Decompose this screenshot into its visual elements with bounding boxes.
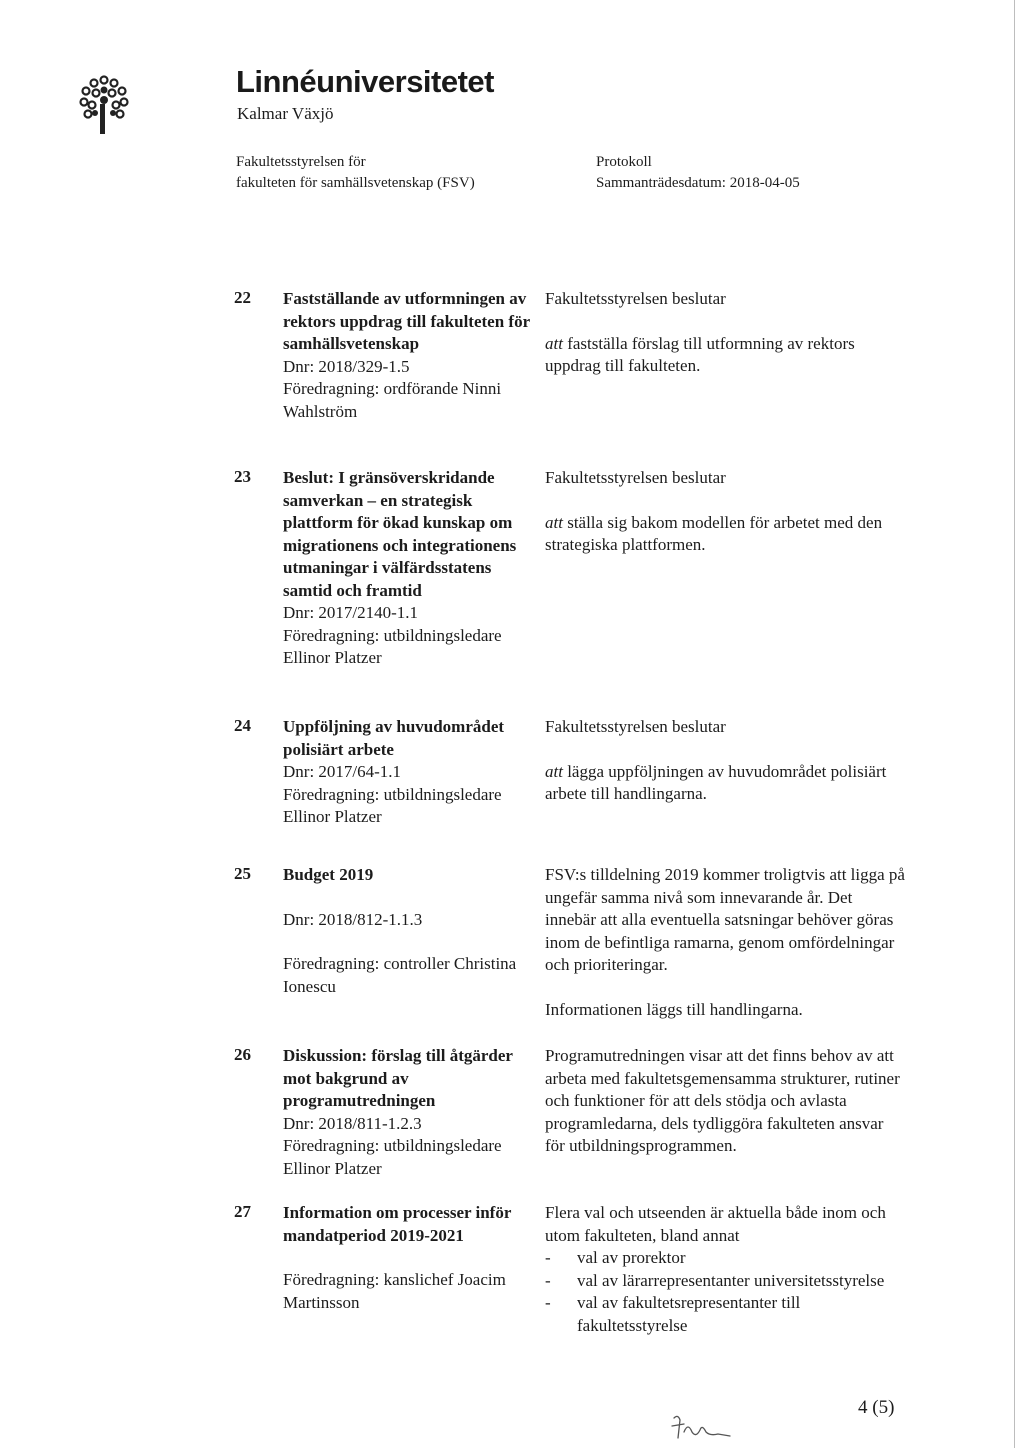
item-presenter: Föredragning: utbildningsledare Ellinor Platzer [283,625,502,667]
decision-body: fastställa förslag till utformning av rektors uppdrag till fakulteten. [545,333,855,375]
item-decision [545,288,905,378]
item-subject [283,716,533,829]
att-word: att [545,761,563,781]
item-title: Budget 2019 [283,865,374,884]
university-tree-logo [78,74,130,136]
decision-conclusion: Informationen läggs till handlingarna. [545,999,803,1019]
item-dnr: Dnr: 2017/2140-1.1 [283,603,419,622]
item-subject [283,467,533,670]
decision-intro: Fakultetsstyrelsen beslutar [545,468,726,487]
list-item: - val av lärarrepresentanter universitetsstyrelse [545,1270,905,1293]
item-dnr: Dnr: 2018/812-1.1.3 [283,909,423,929]
item-number: 25 [234,864,251,883]
handwritten-initials [668,1412,732,1442]
item-title: Diskussion: förslag till åtgärder mot bakgrund av programutredningen [283,1046,513,1110]
item-number: 23 [234,467,251,486]
decision-body: ställa sig bakom modellen för arbetet med den strategiska plattformen. [545,512,883,554]
item-decision [545,716,905,806]
item-number: 27 [234,1202,251,1221]
board-info [236,152,475,194]
decision-body: lägga uppföljningen av huvudområdet polisiärt arbete till handlingarna. [545,761,887,803]
decision-text [545,333,905,378]
item-number: 24 [234,716,251,735]
item-title: Fastställande av utformningen av rektors uppdrag till fakulteten för samhällsvetenskap [283,289,530,353]
document-info [596,152,800,194]
item-presenter: Föredragning: utbildningsledare Ellinor Platzer [283,1136,502,1178]
att-word: att [545,333,563,353]
scan-edge-line [1014,0,1015,1448]
item-presenter: Föredragning: kanslichef Joacim Martinsson [283,1270,506,1312]
meeting-date: Sammanträdesdatum: 2018-04-05 [596,175,800,191]
item-dnr: Dnr: 2018/329-1.5 [283,356,410,376]
decision-intro: Fakultetsstyrelsen beslutar [545,289,726,308]
item-presenter: Föredragning: utbildningsledare Ellinor Platzer [283,784,502,826]
faculty-name: fakulteten för samhällsvetenskap (FSV) [236,175,475,191]
item-presenter: Föredragning: controller Christina Ionescu [283,954,517,996]
item-subject [283,288,533,423]
item-subject [283,1202,533,1314]
item-title: Beslut: I gränsöverskridande samverkan – en strategisk plattform för ökad kunskap om migrationens och integrationens utmaningar i välfärdsstatens samtid och framtid [283,468,517,600]
decision-text: FSV:s tilldelning 2019 kommer troligtvis att ligga på ungefär samma nivå som innevarande år. Det innebär att alla eventuella satsningar behöver göras inom de befintliga ramarna, genom omfördelningar och prioriteringar. [545,865,905,974]
election-list [545,1247,905,1337]
item-presenter: Föredragning: ordförande Ninni Wahlström [283,379,502,421]
item-decision [545,467,905,557]
decision-text [545,761,905,806]
item-dnr: Dnr: 2018/811-1.2.3 [283,1113,422,1133]
list-item: - val av fakultetsrepresentanter till fakultetsstyrelse [545,1292,905,1337]
item-title: Information om processer inför mandatperiod 2019-2021 [283,1203,512,1245]
item-dnr: Dnr: 2017/64-1.1 [283,762,402,781]
item-decision [545,1202,905,1337]
decision-text: Programutredningen visar att det finns behov av att arbeta med fakultetsgemensamma strukturer, rutiner och funktioner för att dels stödja och avlasta programledarna, dels tydliggöra fakulteten ansvar för utbildningsprogrammen. [545,1046,900,1155]
item-decision [545,864,905,1021]
decision-text [545,512,905,557]
decision-text: Flera val och utseenden är aktuella både inom och utom fakulteten, bland annat [545,1203,886,1245]
decision-intro: Fakultetsstyrelsen beslutar [545,717,726,736]
item-title: Uppföljning av huvudområdet polisiärt arbete [283,717,505,759]
university-name: Linnéuniversitetet [236,64,494,99]
item-subject [283,1045,533,1180]
item-number: 22 [234,288,251,307]
document-type: Protokoll [596,154,652,170]
item-decision [545,1045,905,1158]
list-item: - val av prorektor [545,1247,905,1270]
page-number: 4 (5) [858,1397,895,1418]
att-word: att [545,512,563,532]
item-subject [283,864,533,998]
university-campuses: Kalmar Växjö [237,104,334,123]
item-number: 26 [234,1045,251,1064]
board-name: Fakultetsstyrelsen för [236,154,366,170]
